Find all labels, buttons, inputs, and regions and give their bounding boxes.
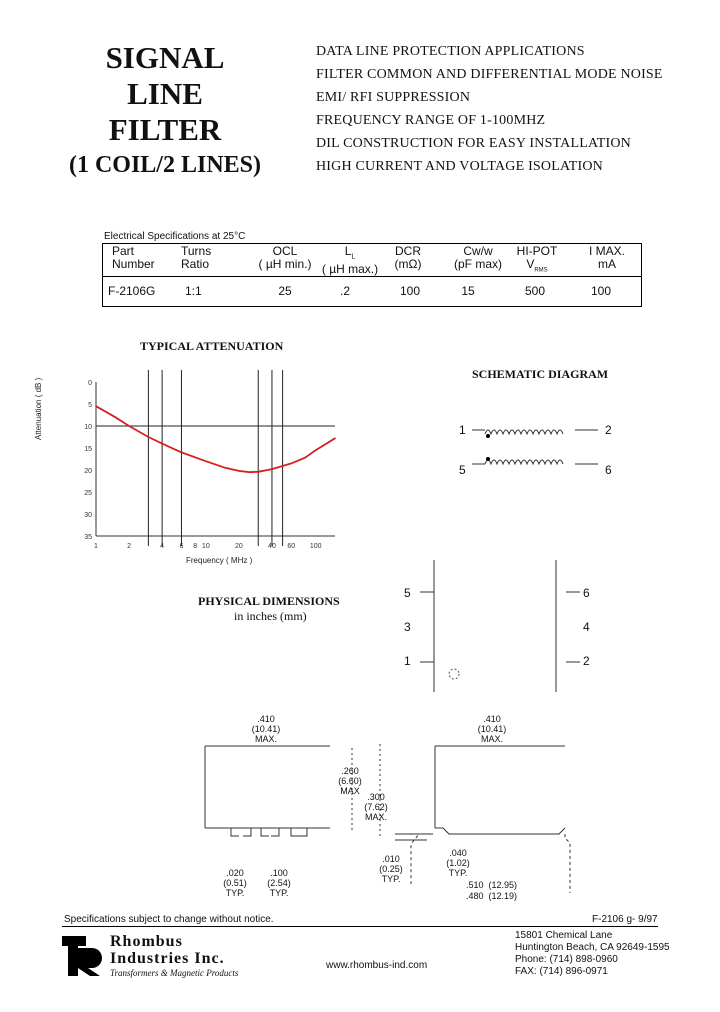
spec-value-ocl: 25 bbox=[278, 284, 292, 298]
dim-height-a: .260 (6.60) MAX bbox=[338, 766, 362, 796]
chart-data-point bbox=[115, 416, 117, 418]
website-link[interactable]: www.rhombus-ind.com bbox=[326, 960, 428, 971]
chart-data-point bbox=[249, 471, 251, 473]
schematic-pin-6: 6 bbox=[605, 463, 612, 477]
chart-data-point bbox=[128, 425, 130, 427]
feature-2: FILTER COMMON AND DIFFERENTIAL MODE NOISE bbox=[316, 67, 663, 82]
top-pin-4: 4 bbox=[583, 620, 590, 634]
dim-height-b: .300 (7.62) MAX. bbox=[364, 792, 388, 822]
spec-value-dcr: 100 bbox=[399, 284, 421, 298]
chart-y-tick-label: 25 bbox=[84, 490, 92, 497]
chart-data-point bbox=[315, 449, 317, 451]
dim-width-right: .410 (10.41) MAX. bbox=[477, 714, 507, 744]
chart-data-point bbox=[334, 438, 336, 440]
chart-data-point bbox=[271, 468, 273, 470]
chart-data-point bbox=[304, 457, 306, 459]
chart-data-point bbox=[257, 471, 259, 473]
physical-subtitle: in inches (mm) bbox=[234, 609, 307, 623]
chart-data-point bbox=[148, 436, 150, 438]
footer-divider bbox=[62, 926, 658, 927]
schematic-pin-1: 1 bbox=[459, 423, 466, 437]
dot-2 bbox=[486, 457, 490, 461]
spec-header-l: $L_L$ ( µH max.) bbox=[321, 244, 379, 277]
chart-data-point bbox=[291, 463, 293, 465]
feature-4: FREQUENCY RANGE OF 1-100MHZ bbox=[316, 113, 546, 128]
dot-1 bbox=[486, 434, 490, 438]
chart-y-tick-label: 5 bbox=[88, 402, 92, 409]
schematic-diagram bbox=[450, 418, 630, 478]
chart-y-tick-label: 0 bbox=[88, 380, 92, 387]
dim-pitch: .100 (2.54) TYP. bbox=[267, 868, 291, 898]
feature-3: EMI/ RFI SUPPRESSION bbox=[316, 90, 471, 105]
chart-x-tick-label: 8 bbox=[193, 543, 198, 550]
spec-header-hipot: HI-POT $V_{RMS}$ bbox=[516, 244, 558, 274]
chart-xlabel: Frequency ( MHz ) bbox=[186, 556, 253, 565]
chart-data-point bbox=[181, 452, 183, 454]
dim-lead-width: .020 (0.51) TYP. bbox=[223, 868, 247, 898]
top-pin-5: 5 bbox=[404, 586, 411, 600]
spec-header-cww: Cw/w (pF max) bbox=[454, 244, 502, 271]
chart-y-tick-label: 30 bbox=[84, 512, 92, 519]
coil-1 bbox=[485, 430, 563, 434]
chart-x-tick-label: 40 bbox=[268, 543, 276, 550]
address-line-1: 15801 Chemical Lane bbox=[515, 930, 613, 941]
coil-2 bbox=[485, 460, 563, 464]
spec-header-part: Part Number bbox=[112, 244, 155, 271]
physical-title: PHYSICAL DIMENSIONS bbox=[198, 594, 340, 608]
company-logo bbox=[62, 936, 104, 978]
chart-y-tick-label: 15 bbox=[84, 446, 92, 453]
chart-y-tick-label: 35 bbox=[84, 534, 92, 541]
spec-header-turns: Turns Ratio bbox=[181, 244, 212, 271]
title-line-4: (1 COIL/2 LINES) bbox=[68, 152, 262, 178]
doc-number: F-2106 g- 9/97 bbox=[592, 914, 658, 925]
chart-x-tick-label: 1 bbox=[94, 543, 98, 550]
company-tagline: Transformers & Magnetic Products bbox=[110, 968, 239, 978]
notice-text: Specifications subject to change without notice. bbox=[64, 914, 274, 925]
title-line-3: FILTER bbox=[108, 112, 222, 147]
dim-standoff: .040 (1.02) TYP. bbox=[446, 848, 470, 878]
chart-data-point bbox=[238, 470, 240, 472]
schematic-pin-5: 5 bbox=[459, 463, 466, 477]
pin-1-marker bbox=[449, 669, 459, 679]
attenuation-chart bbox=[60, 370, 350, 570]
chart-data-point bbox=[224, 467, 226, 469]
phone-line: Phone: (714) 898-0960 bbox=[515, 954, 618, 965]
spec-value-turns: 1:1 bbox=[185, 284, 202, 298]
schematic-title: SCHEMATIC DIAGRAM bbox=[472, 367, 609, 381]
company-name-1: Rhombus bbox=[110, 933, 183, 950]
feature-1: DATA LINE PROTECTION APPLICATIONS bbox=[316, 44, 585, 59]
top-pin-6: 6 bbox=[583, 586, 590, 600]
title-line-1: SIGNAL bbox=[105, 40, 225, 75]
spec-value-l: .2 bbox=[339, 284, 350, 298]
top-pin-2: 2 bbox=[583, 654, 590, 668]
spec-header-dcr: DCR (mΩ) bbox=[394, 244, 422, 271]
chart-x-tick-label: 4 bbox=[160, 543, 165, 550]
dim-width-left: .410 (10.41) MAX. bbox=[251, 714, 281, 744]
spec-value-part: F-2106G bbox=[108, 284, 156, 298]
dim-span-a: .510 (12.95) bbox=[466, 880, 518, 890]
chart-x-tick-label: 10 bbox=[201, 543, 210, 550]
chart-x-tick-label: 60 bbox=[287, 543, 296, 550]
top-view-outline bbox=[420, 556, 580, 696]
spec-header-imax: I MAX. mA bbox=[588, 244, 625, 271]
chart-x-tick-label: 20 bbox=[234, 543, 243, 550]
chart-series-line bbox=[96, 406, 335, 472]
spec-caption: Electrical Specifications at 25°C bbox=[104, 231, 246, 242]
address-line-2: Huntington Beach, CA 92649-1595 bbox=[515, 942, 670, 953]
schematic-pin-2: 2 bbox=[605, 423, 612, 437]
chart-x-tick-label: 2 bbox=[127, 543, 132, 550]
top-pin-1: 1 bbox=[404, 654, 411, 668]
feature-5: DIL CONSTRUCTION FOR EASY INSTALLATION bbox=[316, 136, 631, 151]
chart-title: TYPICAL ATTENUATION bbox=[140, 339, 284, 353]
fax-line: FAX: (714) 896-0971 bbox=[515, 966, 608, 977]
company-name-2: Industries Inc. bbox=[110, 950, 225, 967]
dim-lead-thickness: .010 (0.25) TYP. bbox=[379, 854, 403, 884]
chart-x-tick-label: 6 bbox=[179, 543, 184, 550]
chart-x-tick-label: 100 bbox=[309, 543, 322, 550]
spec-value-imax: 100 bbox=[590, 284, 612, 298]
spec-value-hipot: 500 bbox=[524, 284, 546, 298]
chart-data-point bbox=[161, 443, 163, 445]
feature-6: HIGH CURRENT AND VOLTAGE ISOLATION bbox=[316, 159, 603, 174]
chart-data-point bbox=[95, 405, 97, 407]
title-line-2: LINE bbox=[127, 76, 203, 111]
spec-header-ocl: OCL ( µH min.) bbox=[258, 244, 312, 271]
chart-ylabel: Attenuation ( dB ) bbox=[34, 377, 43, 440]
chart-data-point bbox=[205, 460, 207, 462]
dim-span-b: .480 (12.19) bbox=[466, 891, 518, 901]
spec-value-cww: 15 bbox=[461, 284, 475, 298]
chart-y-tick-label: 20 bbox=[84, 468, 92, 475]
top-pin-3: 3 bbox=[404, 620, 411, 634]
chart-y-tick-label: 10 bbox=[84, 424, 92, 431]
